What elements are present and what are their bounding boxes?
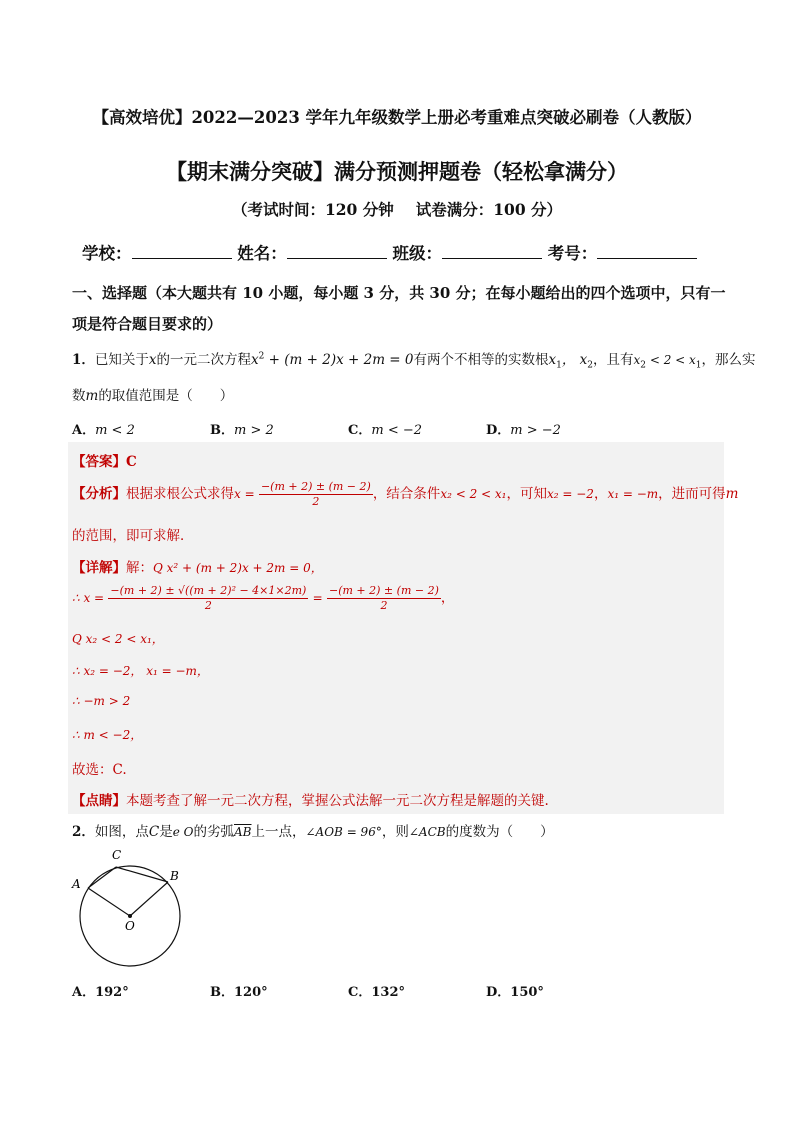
student-info-fields <box>82 240 697 264</box>
school-label: 学校： <box>82 244 132 263</box>
q1-text: 的一元二次方程 <box>156 352 252 368</box>
q1-text: 的取值范围是（ ） <box>98 388 234 404</box>
q1-root-2: x <box>579 352 588 368</box>
segment-bo <box>130 882 168 916</box>
q1-text: 数 <box>72 388 86 404</box>
analysis-text: ，可知 <box>506 486 547 502</box>
q1-comment-line <box>72 789 549 809</box>
exam-time: （考试时间：120 分钟 <box>231 200 394 219</box>
q2-text: 如图，点 <box>94 824 149 840</box>
q1-answer-line <box>72 450 137 470</box>
q1-text: 有两个不相等的实数根 <box>413 352 549 368</box>
exam-header: 【高效培优】2022—2023 学年九年级数学上册必考重难点突破必刷卷（人教版） <box>92 108 702 127</box>
q1-analysis-line-2: 的范围，即可求解． <box>72 528 194 544</box>
q2-angle: ∠AOB = 96° <box>305 825 382 839</box>
q1-var-m: m <box>85 388 99 404</box>
q1-detail-line-5: ∴ −m > 2 <box>72 694 131 708</box>
q2-point-c: C <box>148 824 160 840</box>
q1-roots: $x_1$， $x_2$ <box>548 352 593 371</box>
q1-root-1: x <box>548 352 557 368</box>
q1-option-c[interactable] <box>348 419 422 438</box>
fraction-numerator: −(m + 2) ± √((m + 2)² − 4×1×2m) <box>110 584 307 597</box>
analysis-text: 根据求根公式求得 <box>126 486 234 502</box>
q2-number: 2． <box>72 824 95 840</box>
option-value: 120° <box>234 985 268 1000</box>
q2-option-d[interactable] <box>486 981 544 1000</box>
q2-text: ，则 <box>381 824 409 840</box>
analysis-text: ， <box>593 486 608 502</box>
q2-text: 的劣弧 <box>193 824 235 840</box>
q1-detail-line-3: Q x₂ < 2 < x₁， <box>72 632 164 646</box>
q1-line-2 <box>72 384 233 404</box>
q1-detail-line-4: ∴ x₂ = −2， x₁ = −m， <box>72 664 209 678</box>
analysis-text: ，结合条件 <box>372 486 441 502</box>
comment-tag: 【点睛】 <box>72 793 126 809</box>
q2-arc: $\overline{AB}$ <box>234 825 252 839</box>
q1-eq-x: x <box>251 352 259 368</box>
number-label: 考号： <box>547 244 598 263</box>
q1-number: 1． <box>72 352 95 368</box>
option-value: m > −2 <box>510 423 561 438</box>
option-value: m < 2 <box>95 423 135 438</box>
detail-text: ， <box>440 590 455 606</box>
analysis-m: m <box>725 486 739 502</box>
detail-fraction-1 <box>108 584 308 613</box>
name-blank <box>287 240 387 259</box>
q2-text: 上一点， <box>251 824 306 840</box>
option-label: C． <box>348 985 372 1000</box>
number-blank <box>597 240 697 259</box>
comment-text: 本题考查了解一元二次方程，掌握公式法解一元二次方程是解题的关键. <box>126 793 549 809</box>
q2-circle-figure <box>70 846 186 972</box>
analysis-x2: x₂ = −2 <box>546 487 594 501</box>
analysis-text: ，进而可得 <box>658 486 726 502</box>
q1-cond-x: x <box>633 353 641 367</box>
detail-step: Q x² + (m + 2)x + 2m = 0， <box>153 561 323 575</box>
q1-detail-line-1 <box>72 556 323 576</box>
q1-condition: $x_2 < 2 < x_1$ <box>633 353 702 371</box>
q1-analysis-line-1 <box>72 480 738 509</box>
exam-subtitle <box>60 198 734 220</box>
class-label: 班级： <box>392 244 442 263</box>
q1-detail-line-6: ∴ m < −2， <box>72 728 143 742</box>
option-label: B． <box>210 423 234 438</box>
analysis-x1: x₁ = −m <box>607 487 659 501</box>
fraction-denominator: 2 <box>312 495 320 508</box>
section-1-heading: 一、选择题（本大题共有 10 小题，每小题 3 分，共 30 分；在每小题给出的四个选项中，只有一项是符合题目要求的） <box>72 284 726 333</box>
q1-equation <box>251 352 413 368</box>
fraction-numerator: −(m + 2) ± (m − 2) <box>260 480 371 493</box>
q1-var-x: x <box>148 352 157 368</box>
option-value: 150° <box>510 985 544 1000</box>
fraction-numerator: −(m + 2) ± (m − 2) <box>329 584 439 597</box>
answer-value: C <box>126 454 137 470</box>
label-o: O <box>125 919 135 933</box>
segment-ac <box>88 867 116 888</box>
detail-equals: = <box>312 591 323 605</box>
answer-tag: 【答案】 <box>72 454 126 470</box>
q1-option-b[interactable] <box>210 419 274 438</box>
option-value: m < −2 <box>371 423 423 438</box>
q2-text: 的度数为（ ） <box>445 824 554 840</box>
q1-option-d[interactable] <box>486 419 561 438</box>
label-a: A <box>72 877 81 891</box>
exam-score: 试卷满分：100 分） <box>415 200 563 219</box>
q1-eq-rest: + (m + 2)x + 2m = 0 <box>264 352 414 368</box>
q1-text: 已知关于 <box>94 352 149 368</box>
option-value: m > 2 <box>234 423 274 438</box>
school-blank <box>132 240 232 259</box>
q1-eq-sup: 2 <box>258 351 265 362</box>
option-label: D． <box>486 423 511 438</box>
class-blank <box>442 240 542 259</box>
segment-cb <box>116 867 168 882</box>
fraction-denominator: 2 <box>380 599 388 612</box>
q1-option-a[interactable] <box>72 419 135 438</box>
segment-ao <box>88 888 130 916</box>
q2-option-a[interactable] <box>72 981 129 1000</box>
detail-tag: 【详解】 <box>72 560 126 576</box>
fraction-denominator: 2 <box>204 599 212 612</box>
label-c: C <box>112 848 122 862</box>
q2-text: 是 <box>159 824 173 840</box>
q1-text: ，且有 <box>593 352 634 368</box>
q1-choose-line: 故选：C. <box>72 762 127 778</box>
option-value: 192° <box>95 985 129 1000</box>
q2-angle-2: ∠ACB <box>408 825 446 839</box>
exam-title: 【期末满分突破】满分预测押题卷（轻松拿满分） <box>166 160 628 184</box>
option-label: A． <box>72 985 96 1000</box>
q2-option-c[interactable] <box>348 981 405 1000</box>
detail-fraction-2 <box>327 584 441 613</box>
analysis-tag: 【分析】 <box>72 486 126 502</box>
option-value: 132° <box>371 985 405 1000</box>
q1-detail-line-2 <box>72 584 454 613</box>
analysis-x: x = <box>234 487 255 501</box>
detail-x-prefix: ∴ x = <box>72 591 105 605</box>
name-label: 姓名： <box>237 244 287 263</box>
analysis-fraction <box>259 480 373 509</box>
analysis-condition: x₂ < 2 < x₁ <box>440 487 507 501</box>
q2-option-b[interactable] <box>210 981 268 1000</box>
option-label: C． <box>348 423 372 438</box>
q2-circle: e O <box>172 825 194 839</box>
q1-line-1 <box>72 348 756 371</box>
q1-cond-rest: < 2 < x <box>646 353 696 367</box>
label-b: B <box>170 869 179 883</box>
detail-text: 解： <box>126 560 153 576</box>
q2-line-1 <box>72 820 554 840</box>
option-label: D． <box>486 985 511 1000</box>
option-label: A． <box>72 423 96 438</box>
center-point <box>128 914 132 918</box>
q1-text: ，那么实 <box>701 352 756 368</box>
option-label: B． <box>210 985 234 1000</box>
